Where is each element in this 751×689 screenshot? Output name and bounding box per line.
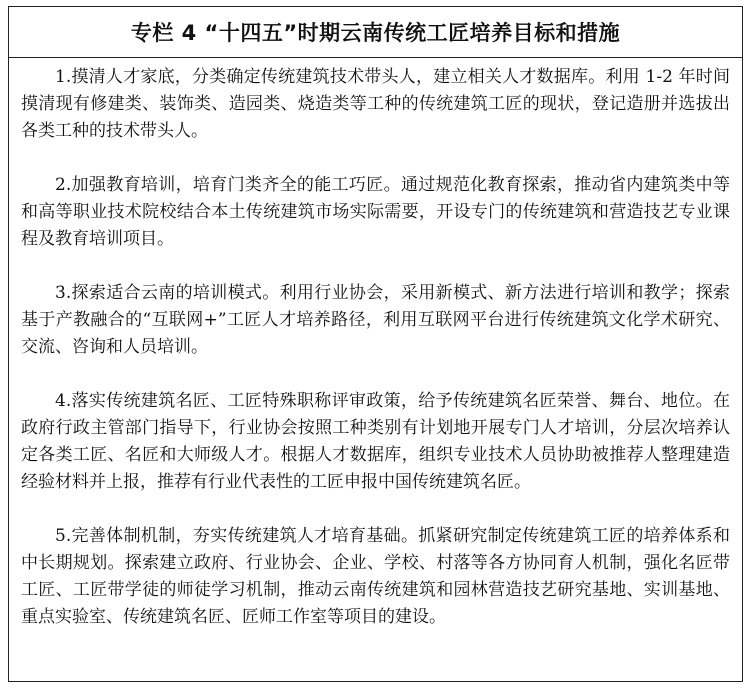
measure-paragraph-4: 4.落实传统建筑名匠、工匠特殊职称评审政策，给予传统建筑名匠荣誉、舞台、地位。在政府行政主管部门指导下，行业协会按照工种类别有计划地开展专门人才培训，分层次培养认定各类工匠、名匠和大师级人才。根据人才数据库，组织专业技术人员协助被推荐人整理建造经验材料并上报，推荐有行业代表性的工匠申报中国传统建筑名匠。 [21, 391, 730, 492]
column-box [8, 6, 743, 682]
measure-paragraph-3: 3.探索适合云南的培训模式。利用行业协会，采用新模式、新方法进行培训和教学；探索基于产教融合的“互联网+”工匠人才培养路径，利用互联网平台进行传统建筑文化学术研究、交流、咨询和人员培训。 [21, 283, 730, 357]
measure-paragraph-1: 1.摸清人才家底，分类确定传统建筑技术带头人，建立相关人才数据库。利用 1-2 年时间摸清现有修建类、装饰类、造园类、烧造类等工种的传统建筑工匠的现状，登记造册并选拔出各类工种的技术带头人。 [21, 67, 730, 141]
column-content [9, 58, 742, 631]
measure-paragraph-2: 2.加强教育培训，培育门类齐全的能工巧匠。通过规范化教育探索，推动省内建筑类中等和高等职业技术院校结合本土传统建筑市场实际需要，开设专门的传统建筑和营造技艺专业课程及教育培训项目。 [21, 175, 730, 249]
column-title: 专栏 4 “十四五”时期云南传统工匠培养目标和措施 [9, 7, 742, 58]
measure-paragraph-5: 5.完善体制机制，夯实传统建筑人才培育基础。抓紧研究制定传统建筑工匠的培养体系和中长期规划。探索建立政府、行业协会、企业、学校、村落等各方协同育人机制，强化名匠带工匠、工匠带学徒的师徒学习机制，推动云南传统建筑和园林营造技艺研究基地、实训基地、重点实验室、传统建筑名匠、匠师工作室等项目的建设。 [21, 526, 730, 627]
